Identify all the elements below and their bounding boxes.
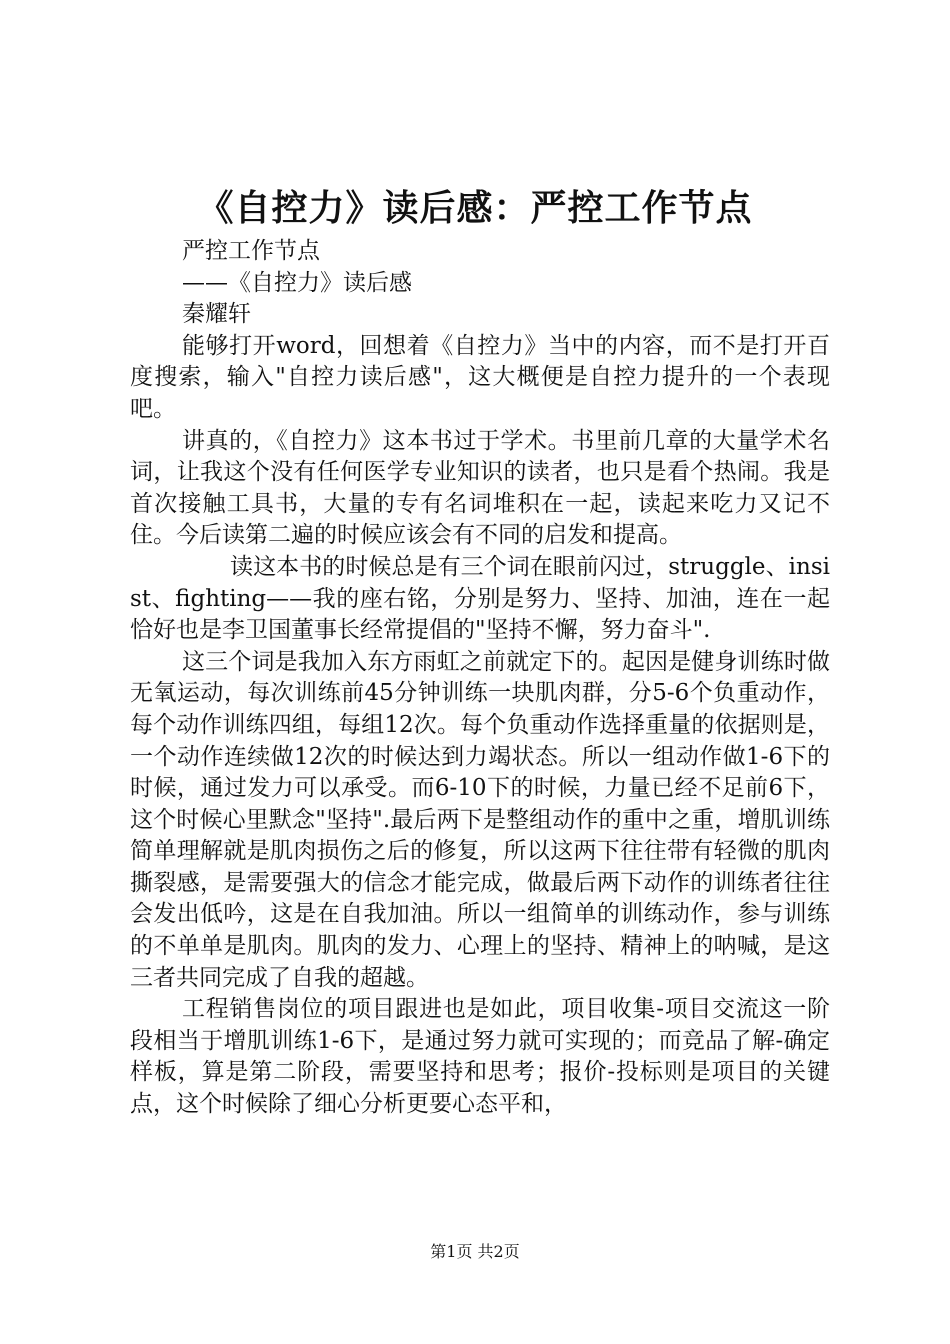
paragraph-3: 读这本书的时候总是有三个词在眼前闪过，struggle、insist、fighting——我的座右铭，分别是努力、坚持、加油，连在一起恰好也是李卫国董事长经常提倡的"坚持不懈，努力奋斗".: [130, 553, 830, 644]
paragraph-1: 能够打开word，回想着《自控力》当中的内容，而不是打开百度搜索，输入"自控力读后感"，这大概便是自控力提升的一个表现吧。: [130, 332, 830, 422]
subtitle-book-line: ——《自控力》读后感: [182, 269, 412, 296]
subtitle-line: 严控工作节点: [182, 238, 320, 264]
paragraph-4: 这三个词是我加入东方雨虹之前就定下的。起因是健身训练时做无氧运动，每次训练前45分钟训练一块肌肉群，分5-6个负重动作，每个动作训练四组，每组12次。每个负重动作选择重量的依据则是，一个动作连续做12次的时候达到力竭状态。所以一组动作做1-6下的时候，通过发力可以承受。而6-10下的时候，力量已经不足前6下，这个时候心里默念"坚持".最后两下是整组动作的重中之重，增肌训练简单理解就是肌肉损伤之后的修复，所以这两下往往带有轻微的肌肉撕裂感，是需要强大的信念才能完成，做最后两下动作的训练者往往会发出低吟，这是在自我加油。所以一组简单的训练动作，参与训练的不单单是肌肉。肌肉的发力、心理上的坚持、精神上的呐喊，是这三者共同完成了自我的超越。: [130, 648, 830, 991]
author-name: 秦耀轩: [182, 301, 251, 328]
paragraph-2: 讲真的，《自控力》这本书过于学术。书里前几章的大量学术名词，让我这个没有任何医学专业知识的读者，也只是看个热闹。我是首次接触工具书，大量的专有名词堆积在一起，读起来吃力又记不住。今后读第二遍的时候应该会有不同的启发和提高。: [130, 427, 830, 549]
paragraph-5: 工程销售岗位的项目跟进也是如此，项目收集-项目交流这一阶段相当于增肌训练1-6下，是通过努力就可实现的；而竞品了解-确定样板，算是第二阶段，需要坚持和思考；报价-投标则是项目的关键点，这个时候除了细心分析更要心态平和，: [130, 996, 830, 1118]
document-title: 《自控力》读后感：严控工作节点: [197, 187, 753, 229]
document-body: [130, 236, 830, 1121]
page-footer: 第1页 共2页: [430, 1242, 520, 1261]
